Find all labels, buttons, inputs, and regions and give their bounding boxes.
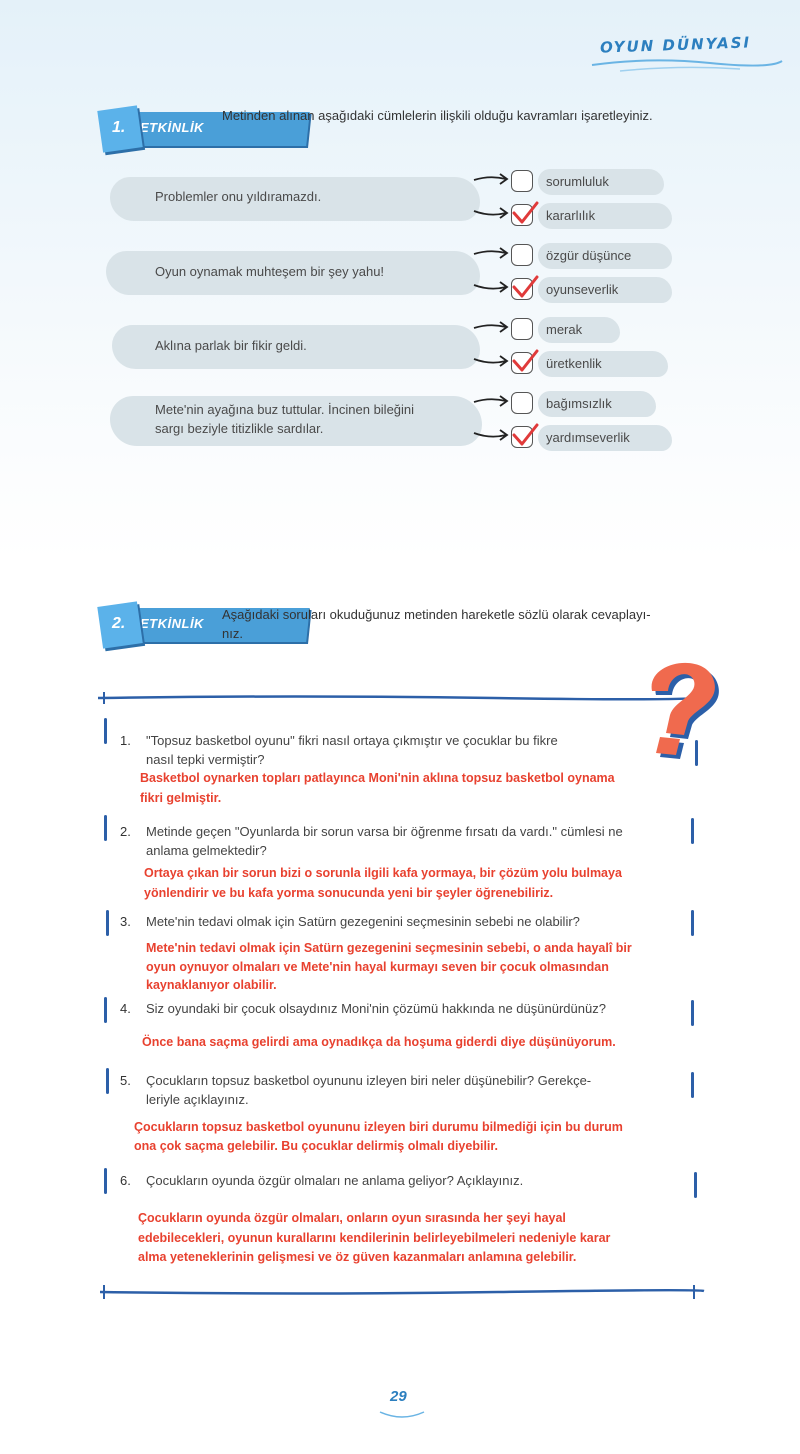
- question-2-line2: anlama gelmektedir?: [146, 843, 267, 858]
- option-label: yardımseverlik: [546, 430, 630, 445]
- checkbox-merak[interactable]: [511, 318, 533, 340]
- activity-2-instruction-line2: nız.: [222, 626, 243, 641]
- frame-side-bar: [104, 997, 107, 1023]
- frame-side-bar: [691, 910, 694, 936]
- question-number: 3.: [120, 914, 131, 929]
- checkbox-ozgur-dusunce[interactable]: [511, 244, 533, 266]
- activity-2-instruction-line1: Aşağıdaki soruları okuduğunuz metinden hareketle sözlü olarak cevaplayı-: [222, 607, 651, 622]
- check-mark-icon: [510, 272, 540, 302]
- check-mark-icon: [510, 420, 540, 450]
- answer-3-line3: kaynaklanıyor olabilir.: [146, 978, 277, 992]
- answer-6-line2: edebilecekleri, oyunun kurallarını kendilerinin belirleyebilmeleri nedeniyle karar: [138, 1231, 611, 1245]
- activity-label: ETKİNLİK: [140, 120, 204, 135]
- arrow-icon: [472, 394, 512, 408]
- answer-6-line3: alma yeteneklerinin gelişmesi ve öz güven kazanmaları anlamına gelebilir.: [138, 1250, 577, 1264]
- option-label: bağımsızlık: [546, 396, 612, 411]
- question-6-line1: Çocukların oyunda özgür olmaları ne anlama geliyor? Açıklayınız.: [146, 1173, 524, 1188]
- sentence-1: Problemler onu yıldıramazdı.: [155, 189, 322, 204]
- answer-6-line1: Çocukların oyunda özgür olmaları, onların oyun sırasında her şeyi hayal: [138, 1211, 566, 1225]
- frame-side-bar: [695, 740, 698, 766]
- frame-side-bar: [691, 1000, 694, 1026]
- question-number: 1.: [120, 733, 131, 748]
- header-swoosh: [590, 55, 785, 75]
- question-4-line1: Siz oyundaki bir çocuk olsaydınız Moni'nin çözümü hakkında ne düşünürdünüz?: [146, 1001, 606, 1016]
- activity-number: 1.: [112, 119, 126, 136]
- answer-2-line2: yönlendirir ve bu kafa yorma sonucunda yeni bir şeyler öğrenebiliriz.: [144, 886, 554, 900]
- arrow-icon: [472, 428, 512, 442]
- answer-2-line1: Ortaya çıkan bir sorun bizi o sorunla ilgili kafa yormaya, bir çözüm yolu bulmaya: [144, 866, 622, 880]
- frame-top-line: [94, 692, 714, 704]
- frame-side-bar: [691, 1072, 694, 1098]
- activity-1-instruction: Metinden alınan aşağıdaki cümlelerin ilişkili olduğu kavramları işaretleyiniz.: [222, 108, 653, 123]
- question-5-line1: Çocukların topsuz basketbol oyununu izleyen biri neler düşünebilir? Gerekçe-: [146, 1073, 592, 1088]
- option-label: üretkenlik: [546, 356, 602, 371]
- question-number: 2.: [120, 824, 131, 839]
- question-2-line1: Metinde geçen "Oyunlarda bir sorun varsa bir öğrenme fırsatı da vardı." cümlesi ne: [146, 824, 623, 839]
- answer-1-line1: Basketbol oynarken topları patlayınca Moni'nin aklına topsuz basketbol oynama: [140, 771, 615, 785]
- frame-bottom-line: [98, 1285, 708, 1301]
- arrow-icon: [472, 246, 512, 260]
- arrow-icon: [472, 354, 512, 368]
- question-5-line2: leriyle açıklayınız.: [146, 1092, 249, 1107]
- question-number: 4.: [120, 1001, 131, 1016]
- frame-side-bar: [104, 1168, 107, 1194]
- check-mark-icon: [510, 198, 540, 228]
- frame-side-bar: [106, 910, 109, 936]
- question-1-line2: nasıl tepki vermiştir?: [146, 752, 265, 767]
- page-number-swoosh: [378, 1408, 426, 1422]
- option-label: özgür düşünce: [546, 248, 632, 263]
- arrow-icon: [472, 280, 512, 294]
- option-label: kararlılık: [546, 208, 596, 223]
- question-1-line1: "Topsuz basketbol oyunu" fikri nasıl ortaya çıkmıştır ve çocuklar bu fikre: [146, 733, 558, 748]
- checkbox-bagimsizlik[interactable]: [511, 392, 533, 414]
- activity-label: ETKİNLİK: [140, 616, 204, 631]
- answer-3-line2: oyun oynuyor olmaları ve Mete'nin hayal kurmayı seven bir çocuk olmasından: [146, 960, 609, 974]
- frame-side-bar: [694, 1172, 697, 1198]
- sentence-2: Oyun oynamak muhteşem bir şey yahu!: [155, 264, 385, 279]
- checkbox-sorumluluk[interactable]: [511, 170, 533, 192]
- arrow-icon: [472, 320, 512, 334]
- answer-4-line1: Önce bana saçma gelirdi ama oynadıkça da hoşuma giderdi diye düşünüyorum.: [142, 1035, 616, 1049]
- arrow-icon: [472, 206, 512, 220]
- frame-side-bar: [691, 818, 694, 844]
- page-number: 29: [390, 1388, 407, 1405]
- section-title: OYUN DÜNYASI: [599, 33, 752, 57]
- question-number: 6.: [120, 1173, 131, 1188]
- sentence-4-line2: sargı beziyle titizlikle sardılar.: [155, 421, 324, 436]
- frame-side-bar: [104, 815, 107, 841]
- answer-3-line1: Mete'nin tedavi olmak için Satürn gezegenini seçmesinin sebebi, o anda hayalî bir: [146, 941, 632, 955]
- sentence-4-line1: Mete'nin ayağına buz tuttular. İncinen bileğini: [155, 402, 415, 417]
- frame-side-bar: [106, 1068, 109, 1094]
- question-mark-icon: [640, 655, 730, 765]
- arrow-icon: [472, 172, 512, 186]
- option-label: merak: [546, 322, 583, 337]
- option-label: oyunseverlik: [546, 282, 619, 297]
- sentence-3: Aklına parlak bir fikir geldi.: [155, 338, 307, 353]
- answer-1-line2: fikri gelmiştir.: [140, 791, 222, 805]
- option-label: sorumluluk: [546, 174, 609, 189]
- check-mark-icon: [510, 346, 540, 376]
- question-number: 5.: [120, 1073, 131, 1088]
- activity-number: 2.: [112, 615, 126, 632]
- answer-5-line2: ona çok saçma gelebilir. Bu çocuklar delirmiş olmalı diyebilir.: [134, 1139, 499, 1153]
- frame-side-bar: [104, 718, 107, 744]
- question-3-line1: Mete'nin tedavi olmak için Satürn gezegenini seçmesinin sebebi ne olabilir?: [146, 914, 580, 929]
- answer-5-line1: Çocukların topsuz basketbol oyununu izleyen biri durumu bilmediği için bu durum: [134, 1120, 623, 1134]
